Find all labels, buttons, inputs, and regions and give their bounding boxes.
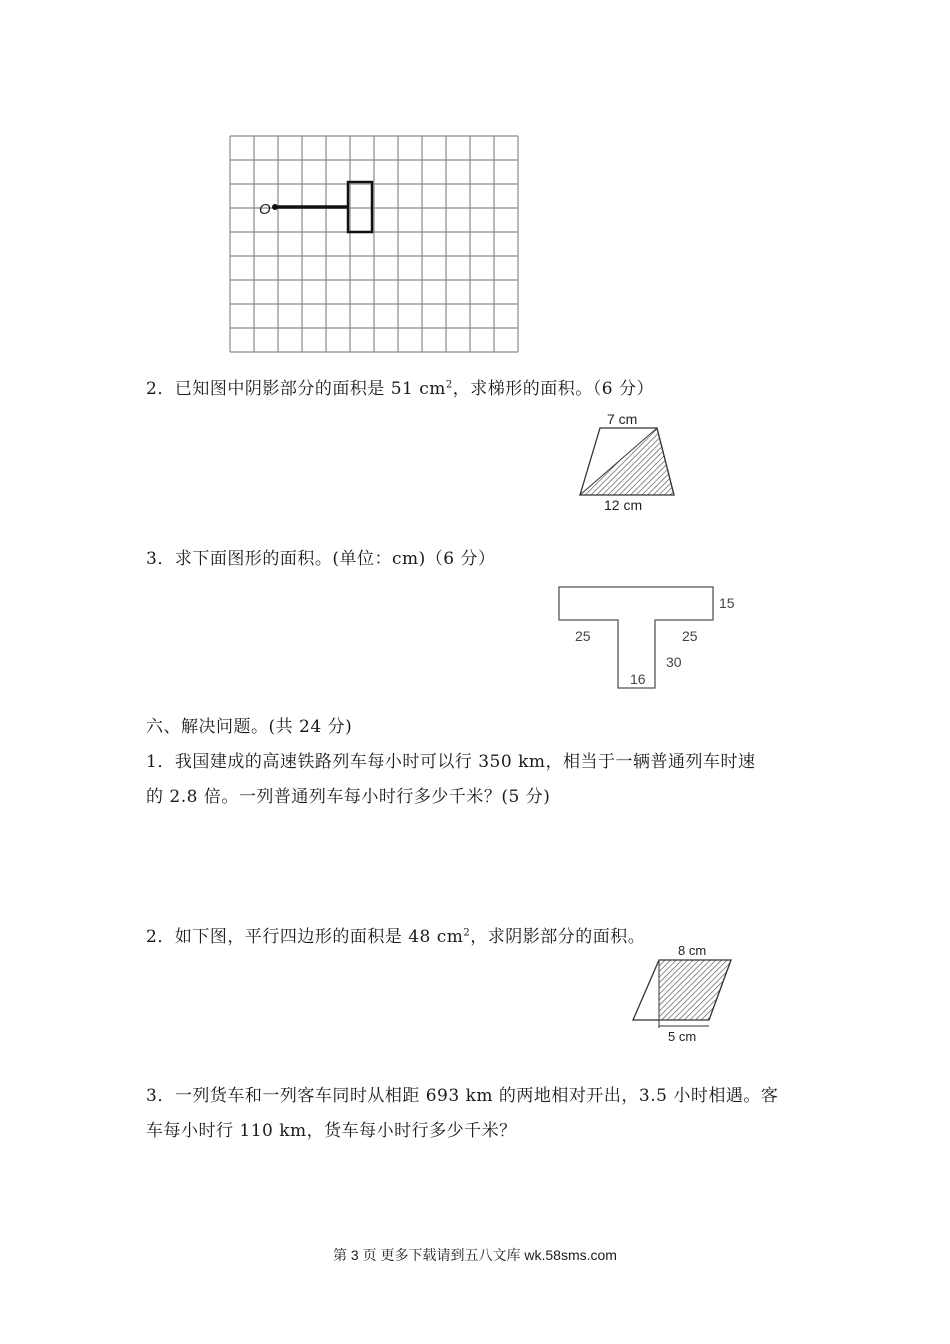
label-25-right: 25 — [682, 628, 698, 644]
label-15: 15 — [719, 595, 735, 611]
grid-figure — [226, 132, 522, 354]
bottom-length-label: 12 cm — [604, 497, 643, 513]
t-shape-figure — [556, 584, 746, 694]
question-6-2 — [146, 922, 645, 947]
grid-lines — [230, 136, 518, 352]
label-16: 16 — [630, 671, 646, 687]
superscript: 2 — [445, 379, 453, 391]
question-5-3: 3．求下面图形的面积。(单位：cm)（6 分） — [146, 549, 496, 569]
question-6-3-line-1: 3．一列货车和一列客车同时从相距 693 km 的两地相对开出，3.5 小时相遇。客 — [146, 1086, 779, 1106]
question-6-3-line-2: 车每小时行 110 km，货车每小时行多少千米？ — [146, 1121, 517, 1141]
question-text: 2．已知图中阴影部分的面积是 51 cm — [146, 379, 446, 399]
top-length-label: 7 cm — [607, 411, 638, 427]
trapezoid-figure — [570, 408, 685, 518]
question-5-2 — [146, 374, 654, 399]
question-text: ，求梯形的面积。（6 分） — [452, 379, 655, 399]
origin-label: O — [259, 201, 271, 218]
label-30: 30 — [666, 654, 682, 670]
superscript: 2 — [463, 927, 471, 939]
top-length-label: 8 cm — [678, 943, 707, 958]
rectangle-shape — [348, 182, 372, 232]
question-6-1-line-1: 1．我国建成的高速铁路列车每小时可以行 350 km，相当于一辆普通列车时速 — [146, 752, 756, 772]
question-6-1-line-2: 的 2.8 倍。一列普通列车每小时行多少千米？(5 分) — [146, 787, 551, 807]
origin-point — [272, 204, 278, 210]
page-footer: 第 3 页 更多下载请到五八文库 wk.58sms.com — [333, 1247, 617, 1263]
section-6-title: 六、解决问题。(共 24 分) — [146, 717, 353, 737]
label-25-left: 25 — [575, 628, 591, 644]
parallelogram-figure — [628, 940, 738, 1046]
bottom-length-label: 5 cm — [668, 1029, 697, 1044]
question-text: ，求阴影部分的面积。 — [470, 927, 646, 947]
question-text: 2．如下图，平行四边形的面积是 48 cm — [146, 927, 464, 947]
